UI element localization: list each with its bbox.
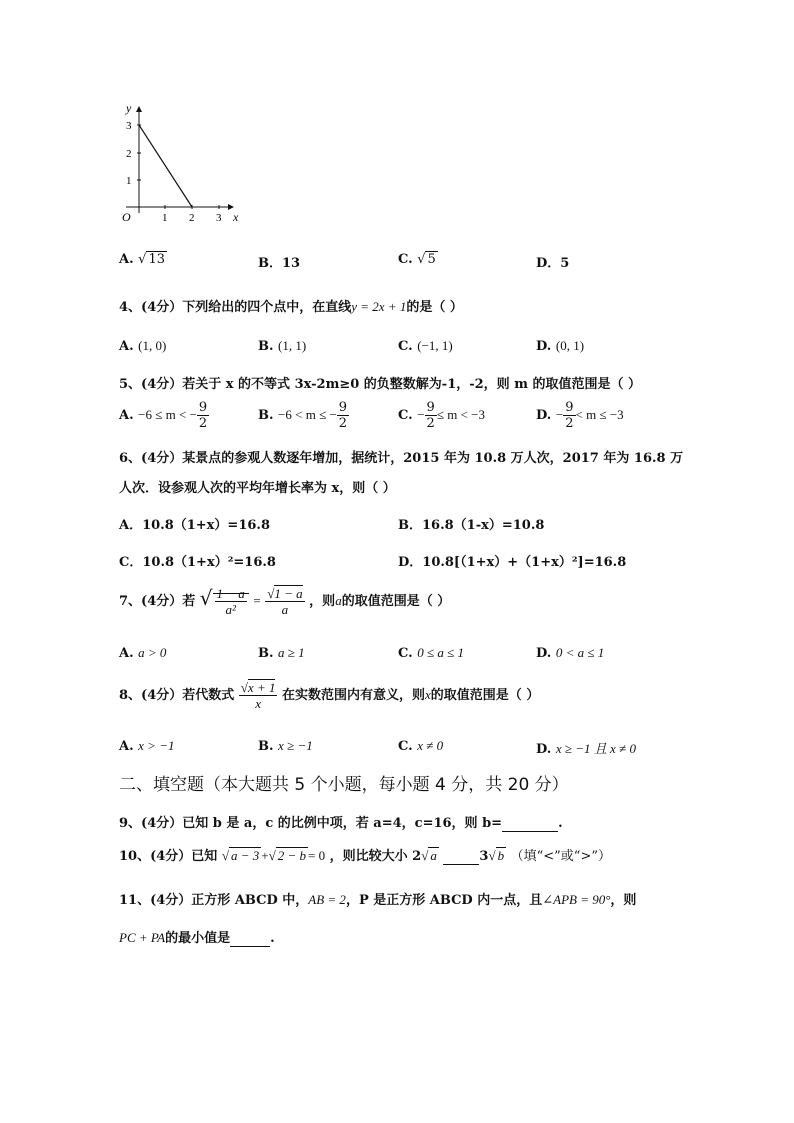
q3-option-b[interactable]: B．13: [258, 256, 301, 271]
question-4-stem: [119, 296, 463, 315]
sqrt-a-minus-3: √ a − 3: [221, 848, 260, 863]
q11-mid: ，P 是正方形 ABCD 内一点，且: [345, 893, 543, 908]
q5-option-c[interactable]: [398, 400, 485, 431]
q4-equation: y = 2x + 1: [351, 299, 407, 314]
fraction: [425, 400, 437, 431]
q4-option-c[interactable]: [398, 338, 453, 354]
variable-x: x: [425, 687, 431, 702]
origin-label: O: [122, 210, 131, 224]
section-2-title: 二、填空题（本大题共 5 个小题，每小题 4 分，共 20 分）: [119, 775, 569, 795]
option-a-label: A.: [119, 252, 134, 267]
question-9: [119, 812, 563, 832]
sqrt-a: √ a: [421, 848, 437, 863]
answer-blank[interactable]: [443, 849, 479, 865]
answer-blank[interactable]: [230, 931, 270, 947]
option-a-label: A.: [119, 646, 134, 661]
sqrt-b: √ b: [488, 848, 505, 863]
variable-a: a: [335, 593, 342, 608]
question-6-line2: 人次．设参观人次的平均年增长率为 x，则（ ）: [119, 481, 396, 496]
q5-option-a[interactable]: [119, 400, 209, 431]
option-c-label: C.: [398, 646, 413, 661]
x-tick-label-3: 3: [216, 212, 222, 224]
option-b-value: a ≥ 1: [278, 645, 305, 660]
option-d-label: D.: [536, 339, 552, 354]
question-8-stem: [119, 680, 539, 711]
option-d-value: (0, 1): [555, 338, 585, 353]
line-segment: [139, 125, 192, 207]
minus-sign: −: [417, 407, 425, 422]
q8-text: 8、(4分）若代数式: [119, 688, 235, 703]
y-axis-label: y: [126, 101, 132, 115]
x-tick-label-1: 1: [162, 212, 168, 224]
q11-tail: ，则: [610, 893, 637, 908]
q11-text: 11、(4分）正方形 ABCD 中，: [119, 893, 309, 908]
option-c-value: (−1, 1): [417, 338, 453, 353]
option-d-value: x ≥ −1 且 x ≠ 0: [555, 741, 636, 756]
option-d-inequality: < m ≤ −3: [575, 407, 624, 422]
q4-tail: 的是（ ）: [406, 300, 463, 315]
x-tick-label-2: 2: [189, 212, 195, 224]
q11-line2-tail: 的最小值是: [165, 931, 231, 946]
option-b-label: B.: [258, 646, 274, 661]
radicand: 2 − b: [277, 848, 307, 863]
option-b-inequality: −6 < m ≤ −: [278, 407, 337, 422]
numerator: 9: [565, 400, 574, 415]
q4-option-d[interactable]: [536, 338, 584, 354]
fraction: [563, 400, 575, 431]
q10-mid: ，则比较大小 2: [329, 849, 422, 864]
denominator: 2: [565, 416, 574, 431]
equals-zero: = 0: [308, 848, 326, 863]
question-11-line1: [119, 889, 636, 908]
option-d-label: D.: [536, 742, 552, 757]
option-c-value: x ≠ 0: [417, 738, 444, 753]
q11-expression: PC + PA: [119, 930, 166, 945]
option-a-value: x > −1: [138, 738, 175, 753]
sqrt-2-minus-b: √ 2 − b: [268, 848, 307, 863]
fraction-rhs: [265, 586, 304, 617]
radicand: b: [497, 848, 505, 863]
option-a-label: A.: [119, 339, 134, 354]
fraction: [239, 680, 278, 711]
q7-text: 7、(4分）若: [119, 594, 196, 609]
q5-option-b[interactable]: [258, 400, 349, 431]
numerator: 9: [198, 400, 208, 415]
q7-tail2: 的取值范围是（ ）: [341, 594, 451, 609]
y-tick-label-2: 2: [126, 148, 132, 160]
q10-tail: （填“<”或“>”）: [510, 849, 611, 864]
y-tick-label-3: 3: [126, 120, 132, 132]
option-a-inequality: −6 ≤ m < −: [138, 407, 197, 422]
radicand: 5: [427, 252, 436, 267]
option-b-label: B.: [258, 339, 274, 354]
q6-option-d[interactable]: D．10.8[（1+x）+（1+x）²]=16.8: [398, 555, 627, 570]
q10-text: 10、(4分）已知: [119, 849, 218, 864]
question-6-line1: 6、(4分）某景点的参观人数逐年增加，据统计，2015 年为 10.8 万人次，2017 年为 16.8 万: [119, 451, 684, 466]
option-b-value: (1, 1): [278, 338, 307, 353]
sqrt-13: √ 13: [138, 252, 165, 267]
option-c-label: C.: [398, 408, 413, 423]
q6-option-b[interactable]: B．16.8（1-x）=10.8: [398, 518, 545, 533]
option-c-label: C.: [398, 252, 413, 267]
numerator: 9: [338, 400, 348, 415]
q11-angle: ∠APB = 90°: [542, 892, 611, 907]
q9-text: 9、(4分）已知 b 是 a，c 的比例中项，若 a=4，c=16，则 b=: [119, 816, 503, 831]
sqrt-5: √ 5: [417, 252, 436, 267]
option-a-label: A.: [119, 739, 134, 754]
numerator: √x + 1: [240, 680, 276, 695]
option-a-value: (1, 0): [138, 338, 167, 353]
option-a-label: A.: [119, 408, 134, 423]
question-10: [119, 845, 611, 865]
denominator: x: [255, 696, 262, 711]
option-d-label: D.: [536, 408, 552, 423]
q4-text: 4、(4分）下列给出的四个点中，在直线: [119, 300, 352, 315]
y-axis-arrow-icon: [136, 106, 142, 112]
q8-option-c[interactable]: [398, 738, 443, 754]
radicand: a: [430, 848, 437, 863]
option-c-value: 0 ≤ a ≤ 1: [417, 645, 464, 660]
plus-sign: +: [261, 848, 269, 863]
q7-tail: ，则: [309, 594, 336, 609]
q3-option-a[interactable]: [119, 252, 167, 267]
q4-option-a[interactable]: [119, 338, 166, 354]
radicand: 1 − a: [274, 586, 303, 601]
numerator: 1 − a: [216, 586, 245, 601]
q5-option-d[interactable]: [536, 400, 624, 431]
question-5-stem: 5、(4分）若关于 x 的不等式 3x-2m≥0 的负整数解为-1，-2，则 m 的取值范围是（ ）: [119, 377, 642, 392]
q8-option-d[interactable]: [536, 738, 636, 757]
answer-blank[interactable]: [502, 816, 558, 832]
q7-option-d[interactable]: [536, 645, 604, 661]
fraction: [337, 400, 349, 431]
question-7-stem: [119, 586, 450, 617]
q3-option-d[interactable]: D．5: [536, 256, 570, 271]
option-d-label: D.: [536, 646, 552, 661]
q8-tail: 在实数范围内有意义，则: [282, 688, 426, 703]
option-b-value: x ≥ −1: [278, 738, 313, 753]
numerator: 9: [426, 400, 435, 415]
denominator: 2: [426, 416, 435, 431]
fraction: [215, 586, 247, 617]
q7-option-c[interactable]: [398, 645, 464, 661]
radicand: 13: [148, 252, 165, 267]
option-b-label: B.: [258, 408, 274, 423]
q11-ab: AB = 2: [308, 892, 346, 907]
denominator: a²: [225, 602, 236, 617]
q8-option-b[interactable]: [258, 738, 313, 754]
question-11-line2: [119, 927, 275, 947]
denominator: 2: [338, 416, 348, 431]
radicand: x + 1: [247, 680, 276, 695]
q4-option-b[interactable]: [258, 338, 306, 354]
coordinate-graph: [112, 98, 252, 228]
x-axis-label: x: [233, 210, 239, 224]
option-b-label: B.: [258, 739, 274, 754]
minus-sign: −: [555, 407, 564, 422]
denominator: a: [281, 602, 289, 617]
q7-option-a[interactable]: [119, 645, 166, 661]
q3-option-c[interactable]: [398, 252, 438, 267]
option-c-label: C.: [398, 739, 413, 754]
option-c-inequality: ≤ m < −3: [436, 407, 485, 422]
q7-option-b[interactable]: [258, 645, 305, 661]
option-a-value: a > 0: [138, 645, 167, 660]
sqrt-lhs: √ $\frac{1 - a}{\text{a²}}$: [200, 586, 249, 617]
q6-option-a[interactable]: A．10.8（1+x）=16.8: [119, 518, 270, 533]
option-d-value: 0 < a ≤ 1: [555, 645, 605, 660]
q8-tail2: 的取值范围是（ ）: [430, 688, 540, 703]
q10-coef: 3: [479, 849, 489, 864]
equals-sign: =: [253, 593, 261, 608]
numerator: √1 − a: [267, 586, 303, 601]
q9-end: .: [558, 816, 563, 831]
y-tick-label-1: 1: [126, 175, 132, 187]
fraction: [197, 400, 209, 431]
q8-option-a[interactable]: [119, 738, 174, 754]
option-c-label: C.: [398, 339, 413, 354]
denominator: 2: [198, 416, 208, 431]
q11-end: .: [270, 931, 275, 946]
q6-option-c[interactable]: C．10.8（1+x）²=16.8: [119, 555, 276, 570]
radicand: a − 3: [230, 848, 260, 863]
